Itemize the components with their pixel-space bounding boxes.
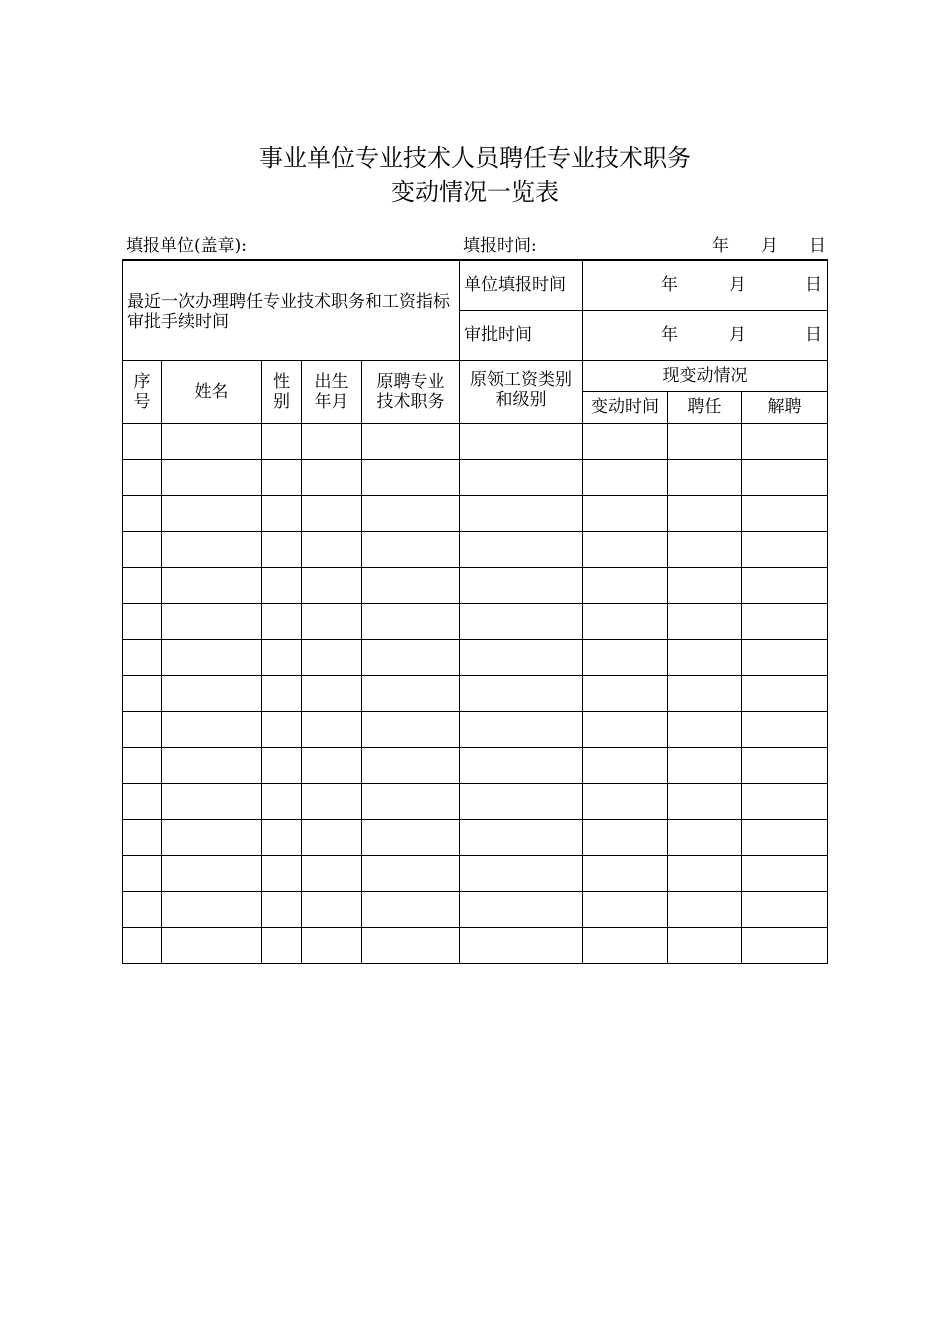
cell-seq[interactable] bbox=[123, 747, 162, 783]
cell-name[interactable] bbox=[162, 531, 262, 567]
cell-seq[interactable] bbox=[123, 927, 162, 963]
table-row bbox=[123, 495, 828, 531]
cell-birth[interactable] bbox=[302, 819, 362, 855]
cell-dismiss[interactable] bbox=[742, 927, 828, 963]
cell-dismiss[interactable] bbox=[742, 603, 828, 639]
col-dismiss-header: 解聘 bbox=[742, 391, 828, 423]
table-row bbox=[123, 747, 828, 783]
cell-dismiss[interactable] bbox=[742, 783, 828, 819]
cell-hire[interactable] bbox=[668, 855, 742, 891]
cell-change-time[interactable] bbox=[583, 927, 668, 963]
cell-hire[interactable] bbox=[668, 891, 742, 927]
report-month-label: 月 bbox=[761, 236, 778, 256]
cell-dismiss[interactable] bbox=[742, 567, 828, 603]
table-row bbox=[123, 783, 828, 819]
cell-orig-wage[interactable] bbox=[460, 711, 583, 747]
cell-dismiss[interactable] bbox=[742, 747, 828, 783]
cell-change-time[interactable] bbox=[583, 675, 668, 711]
cell-dismiss[interactable] bbox=[742, 819, 828, 855]
cell-gender[interactable] bbox=[262, 423, 302, 459]
cell-orig-wage[interactable] bbox=[460, 603, 583, 639]
report-year-label: 年 bbox=[712, 236, 729, 256]
cell-gender[interactable] bbox=[262, 459, 302, 495]
cell-name[interactable] bbox=[162, 423, 262, 459]
cell-gender[interactable] bbox=[262, 495, 302, 531]
cell-hire[interactable] bbox=[668, 783, 742, 819]
cell-seq[interactable] bbox=[123, 603, 162, 639]
cell-seq[interactable] bbox=[123, 783, 162, 819]
cell-name[interactable] bbox=[162, 855, 262, 891]
cell-orig-wage[interactable] bbox=[460, 639, 583, 675]
cell-seq[interactable] bbox=[123, 639, 162, 675]
approve-date-cell[interactable] bbox=[583, 310, 828, 360]
cell-change-time[interactable] bbox=[583, 603, 668, 639]
cell-orig-title[interactable] bbox=[362, 855, 460, 891]
form-title-line1: 事业单位专业技术人员聘任专业技术职务 bbox=[259, 144, 691, 172]
approve-time-label: 审批时间 bbox=[460, 310, 583, 360]
cell-change-time[interactable] bbox=[583, 783, 668, 819]
cell-change-time[interactable] bbox=[583, 459, 668, 495]
col-orig-wage-header bbox=[460, 360, 583, 423]
change-form-table bbox=[122, 259, 828, 964]
cell-seq[interactable] bbox=[123, 423, 162, 459]
cell-gender[interactable] bbox=[262, 891, 302, 927]
cell-orig-wage[interactable] bbox=[460, 531, 583, 567]
cell-name[interactable] bbox=[162, 603, 262, 639]
cell-orig-wage[interactable] bbox=[460, 567, 583, 603]
col-gender-text: 性别 bbox=[273, 371, 290, 412]
col-orig-wage-text: 原领工资类别和级别 bbox=[470, 369, 572, 410]
cell-gender[interactable] bbox=[262, 639, 302, 675]
cell-name[interactable] bbox=[162, 819, 262, 855]
table-row bbox=[123, 675, 828, 711]
cell-hire[interactable] bbox=[668, 747, 742, 783]
cell-gender[interactable] bbox=[262, 927, 302, 963]
cell-orig-title[interactable] bbox=[362, 495, 460, 531]
cell-birth[interactable] bbox=[302, 603, 362, 639]
unit-report-day: 日 bbox=[805, 275, 822, 296]
col-orig-title-header bbox=[362, 360, 460, 423]
cell-seq[interactable] bbox=[123, 459, 162, 495]
cell-dismiss[interactable] bbox=[742, 531, 828, 567]
cell-birth[interactable] bbox=[302, 459, 362, 495]
unit-report-date-cell[interactable] bbox=[583, 260, 828, 310]
cell-gender[interactable] bbox=[262, 531, 302, 567]
cell-change-time[interactable] bbox=[583, 423, 668, 459]
col-name-header: 姓名 bbox=[162, 360, 262, 423]
cell-birth[interactable] bbox=[302, 675, 362, 711]
cell-change-time[interactable] bbox=[583, 495, 668, 531]
table-row bbox=[123, 567, 828, 603]
cell-hire[interactable] bbox=[668, 711, 742, 747]
cell-change-time[interactable] bbox=[583, 531, 668, 567]
cell-dismiss[interactable] bbox=[742, 639, 828, 675]
approve-month: 月 bbox=[729, 325, 746, 345]
cell-name[interactable] bbox=[162, 783, 262, 819]
cell-name[interactable] bbox=[162, 747, 262, 783]
col-change-time-header: 变动时间 bbox=[583, 391, 668, 423]
cell-change-time[interactable] bbox=[583, 855, 668, 891]
cell-seq[interactable] bbox=[123, 855, 162, 891]
cell-change-time[interactable] bbox=[583, 747, 668, 783]
col-orig-title-text: 原聘专业技术职务 bbox=[376, 371, 445, 412]
cell-orig-title[interactable] bbox=[362, 423, 460, 459]
table-row bbox=[123, 639, 828, 675]
table-row bbox=[123, 711, 828, 747]
form-title-line2: 变动情况一览表 bbox=[391, 178, 559, 206]
cell-dismiss[interactable] bbox=[742, 495, 828, 531]
table-row bbox=[123, 819, 828, 855]
col-seq-text: 序号 bbox=[133, 371, 151, 412]
cell-seq[interactable] bbox=[123, 675, 162, 711]
cell-hire[interactable] bbox=[668, 423, 742, 459]
col-birth-text: 出生年月 bbox=[314, 371, 349, 412]
cell-change-time[interactable] bbox=[583, 567, 668, 603]
table-row bbox=[123, 603, 828, 639]
cell-orig-title[interactable] bbox=[362, 603, 460, 639]
report-day-label: 日 bbox=[809, 236, 826, 256]
cell-orig-title[interactable] bbox=[362, 783, 460, 819]
cell-orig-title[interactable] bbox=[362, 927, 460, 963]
cell-orig-title[interactable] bbox=[362, 675, 460, 711]
cell-name[interactable] bbox=[162, 891, 262, 927]
cell-change-time[interactable] bbox=[583, 819, 668, 855]
cell-name[interactable] bbox=[162, 567, 262, 603]
cell-birth[interactable] bbox=[302, 747, 362, 783]
cell-orig-wage[interactable] bbox=[460, 891, 583, 927]
cell-birth[interactable] bbox=[302, 855, 362, 891]
cell-orig-wage[interactable] bbox=[460, 459, 583, 495]
cell-gender[interactable] bbox=[262, 819, 302, 855]
table-row bbox=[123, 891, 828, 927]
cell-birth[interactable] bbox=[302, 711, 362, 747]
cell-change-time[interactable] bbox=[583, 891, 668, 927]
cell-orig-title[interactable] bbox=[362, 711, 460, 747]
cell-gender[interactable] bbox=[262, 783, 302, 819]
last-approval-label: 最近一次办理聘任专业技术职务和工资指标审批手续时间 bbox=[127, 292, 450, 333]
cell-orig-wage[interactable] bbox=[460, 819, 583, 855]
cell-orig-wage[interactable] bbox=[460, 855, 583, 891]
cell-change-time[interactable] bbox=[583, 711, 668, 747]
current-change-header: 现变动情况 bbox=[583, 360, 828, 391]
cell-seq[interactable] bbox=[123, 567, 162, 603]
cell-hire[interactable] bbox=[668, 603, 742, 639]
approve-day: 日 bbox=[805, 325, 822, 345]
cell-gender[interactable] bbox=[262, 675, 302, 711]
cell-seq[interactable] bbox=[123, 531, 162, 567]
cell-birth[interactable] bbox=[302, 927, 362, 963]
cell-orig-title[interactable] bbox=[362, 531, 460, 567]
approve-year: 年 bbox=[661, 325, 678, 345]
cell-gender[interactable] bbox=[262, 855, 302, 891]
cell-orig-title[interactable] bbox=[362, 639, 460, 675]
cell-birth[interactable] bbox=[302, 639, 362, 675]
table-row bbox=[123, 423, 828, 459]
col-birth-header bbox=[302, 360, 362, 423]
cell-orig-wage[interactable] bbox=[460, 783, 583, 819]
cell-orig-wage[interactable] bbox=[460, 423, 583, 459]
unit-report-year: 年 bbox=[661, 275, 678, 296]
cell-gender[interactable] bbox=[262, 603, 302, 639]
report-unit-label: 填报单位(盖章): bbox=[126, 236, 247, 256]
cell-orig-wage[interactable] bbox=[460, 675, 583, 711]
cell-seq[interactable] bbox=[123, 495, 162, 531]
cell-name[interactable] bbox=[162, 639, 262, 675]
cell-hire[interactable] bbox=[668, 531, 742, 567]
unit-report-time-label: 单位填报时间 bbox=[460, 260, 583, 310]
cell-birth[interactable] bbox=[302, 531, 362, 567]
last-approval-label-cell bbox=[123, 260, 460, 360]
cell-dismiss[interactable] bbox=[742, 675, 828, 711]
col-gender-header bbox=[262, 360, 302, 423]
table-row bbox=[123, 927, 828, 963]
table-row bbox=[123, 855, 828, 891]
cell-orig-wage[interactable] bbox=[460, 927, 583, 963]
cell-orig-title[interactable] bbox=[362, 567, 460, 603]
cell-dismiss[interactable] bbox=[742, 459, 828, 495]
cell-birth[interactable] bbox=[302, 567, 362, 603]
cell-birth[interactable] bbox=[302, 495, 362, 531]
col-hire-header: 聘任 bbox=[668, 391, 742, 423]
cell-orig-wage[interactable] bbox=[460, 495, 583, 531]
cell-seq[interactable] bbox=[123, 711, 162, 747]
cell-birth[interactable] bbox=[302, 423, 362, 459]
cell-birth[interactable] bbox=[302, 891, 362, 927]
cell-name[interactable] bbox=[162, 495, 262, 531]
cell-hire[interactable] bbox=[668, 567, 742, 603]
cell-dismiss[interactable] bbox=[742, 711, 828, 747]
cell-gender[interactable] bbox=[262, 711, 302, 747]
cell-orig-title[interactable] bbox=[362, 819, 460, 855]
unit-report-month: 月 bbox=[729, 275, 746, 296]
cell-name[interactable] bbox=[162, 459, 262, 495]
cell-seq[interactable] bbox=[123, 891, 162, 927]
cell-change-time[interactable] bbox=[583, 639, 668, 675]
cell-hire[interactable] bbox=[668, 459, 742, 495]
cell-hire[interactable] bbox=[668, 675, 742, 711]
cell-orig-wage[interactable] bbox=[460, 747, 583, 783]
cell-gender[interactable] bbox=[262, 747, 302, 783]
cell-hire[interactable] bbox=[668, 495, 742, 531]
col-seq-header bbox=[123, 360, 162, 423]
cell-hire[interactable] bbox=[668, 819, 742, 855]
report-time-label: 填报时间: bbox=[463, 236, 537, 256]
table-row bbox=[123, 459, 828, 495]
cell-birth[interactable] bbox=[302, 783, 362, 819]
cell-name[interactable] bbox=[162, 675, 262, 711]
cell-dismiss[interactable] bbox=[742, 423, 828, 459]
cell-seq[interactable] bbox=[123, 819, 162, 855]
cell-dismiss[interactable] bbox=[742, 855, 828, 891]
cell-orig-title[interactable] bbox=[362, 891, 460, 927]
cell-orig-title[interactable] bbox=[362, 459, 460, 495]
cell-hire[interactable] bbox=[668, 639, 742, 675]
data-rows bbox=[123, 423, 828, 963]
cell-name[interactable] bbox=[162, 711, 262, 747]
table-row bbox=[123, 531, 828, 567]
cell-gender[interactable] bbox=[262, 567, 302, 603]
cell-orig-title[interactable] bbox=[362, 747, 460, 783]
cell-name[interactable] bbox=[162, 927, 262, 963]
cell-hire[interactable] bbox=[668, 927, 742, 963]
cell-dismiss[interactable] bbox=[742, 891, 828, 927]
